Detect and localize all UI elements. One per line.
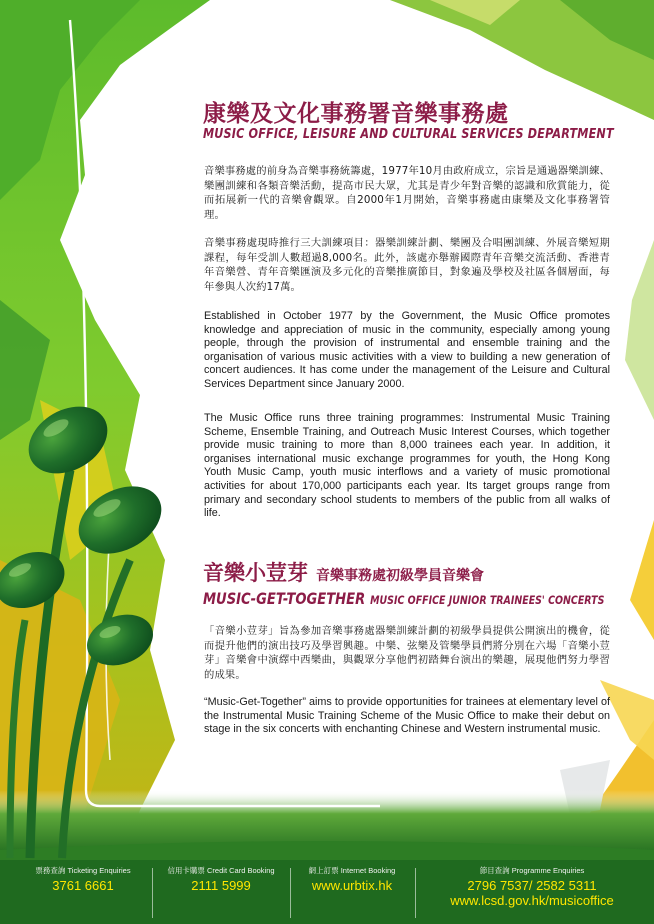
ticketing-label: 票務查詢 Ticketing Enquiries <box>35 866 131 875</box>
concert-title-en-main: MUSIC-GET-TOGETHER <box>203 589 366 608</box>
footer-contact-bar <box>0 858 654 924</box>
concert-title-zh <box>203 557 484 587</box>
programme-website-link[interactable]: www.lcsd.gov.hk/musicoffice <box>450 893 614 908</box>
ticketing-enquiries <box>20 866 146 893</box>
concert-subtitle-en: MUSIC OFFICE JUNIOR TRAINEES' CONCERTS <box>370 593 605 607</box>
internet-booking <box>296 866 408 893</box>
office-paragraph-en-1: Established in October 1977 by the Government, the Music Office promotes knowledge and appreciation of music in the community, especially among young people, through the provision of instrumental and ensemble training and the organisation of various music activities with a view to building a new generation of concert audiences. It has come under the management of the Leisure and Cultural Services Department since January 2000. <box>204 310 610 390</box>
footer-divider <box>290 868 291 918</box>
office-paragraph-en-2: The Music Office runs three training programmes: Instrumental Music Training Scheme, Ensemble Training, and Outreach Music Interest Courses, which together provide music training to more than 8,000 trainees each year. In addition, it organises international music exchange programmes for youth, the Hong Kong Youth Music Camp, youth music interflows and a variety of music promotional activities for about 170,000 participants each year. Its target groups range from primary and secondary school students to members of the public from all walks of life. <box>204 412 610 520</box>
programme-enquiries <box>422 866 642 908</box>
concert-title-zh-main: 音樂小荳芽 <box>203 560 308 585</box>
internet-link[interactable]: www.urbtix.hk <box>311 878 393 893</box>
credit-card-booking <box>158 866 284 893</box>
programme-phone: 2796 7537/ 2582 5311 <box>467 878 597 893</box>
concert-paragraph-zh: 「音樂小荳芽」旨為參加音樂事務處器樂訓練計劃的初級學員提供公開演出的機會，從而提升他們的演出技巧及學習興趣。中樂、弦樂及管樂學員們將分別在六場「音樂小荳芽」音樂會中演繹中西樂曲，與觀眾分享他們初踏舞台演出的樂趣，展現他們努力學習的成果。 <box>204 625 610 681</box>
office-title-zh: 康樂及文化事務署音樂事務處 <box>203 100 509 127</box>
programme-label: 節目查詢 Programme Enquiries <box>479 866 585 875</box>
concert-subtitle-zh: 音樂事務處初級學員音樂會 <box>316 568 484 584</box>
internet-label: 網上訂票 Internet Booking <box>308 866 396 875</box>
office-paragraph-zh-1: 音樂事務處的前身為音樂事務統籌處，1977年10月由政府成立，宗旨是通過器樂訓練、樂團訓練和各類音樂活動，提高市民大眾，尤其是青少年對音樂的認識和欣賞能力，從而拓展新一代的音樂會觀眾。自2000年1月開始，音樂事務處由康樂及文化事務署管理。 <box>204 165 610 221</box>
office-title-en: MUSIC OFFICE, LEISURE AND CULTURAL SERVICES DEPARTMENT <box>203 127 614 142</box>
office-paragraph-zh-2: 音樂事務處現時推行三大訓練項目：器樂訓練計劃、樂團及合唱團訓練、外展音樂短期課程，每年受訓人數超過8,000名。此外，該處亦舉辦國際青年音樂交流活動、香港青年音樂營、青年音樂匯演及多元化的音樂推廣節目，對象遍及學校及社區各個層面，每年參與人次約17萬。 <box>204 237 610 293</box>
footer-divider <box>152 868 153 918</box>
footer-divider <box>415 868 416 918</box>
concert-paragraph-en: “Music-Get-Together” aims to provide opportunities for trainees at elementary level of the Instrumental Music Training Scheme of the Music Office to make their debut on stage in the six concerts with enchanting Chinese and Western instrumental music. <box>204 696 610 736</box>
concert-title-en <box>203 589 604 608</box>
ticketing-phone: 3761 6661 <box>52 878 114 893</box>
credit-label: 信用卡購票 Credit Card Booking <box>167 866 275 875</box>
credit-phone: 2111 5999 <box>191 878 251 893</box>
